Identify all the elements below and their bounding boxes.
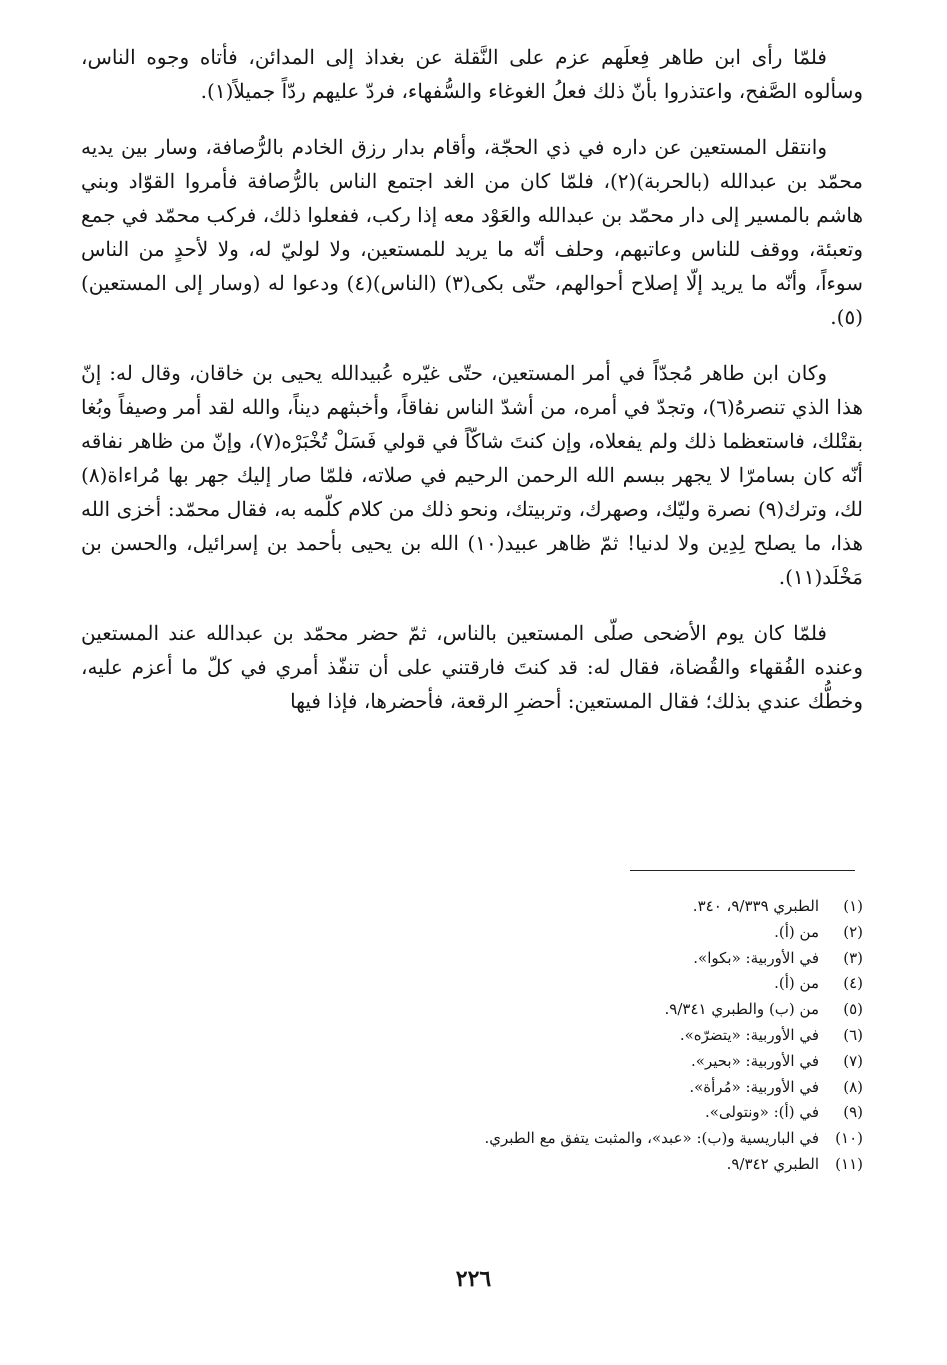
footnote-text: الطبري ٩/٣٣٩، ٣٤٠. [692,897,819,915]
footnote-number: (٢) [843,922,863,941]
footnote-number: (٦) [843,1025,863,1044]
footnote-number: (٤) [843,974,863,993]
footnote-number: (١١) [835,1154,863,1173]
footnote [163,1049,863,1075]
footnote-text: في الأوربية: «بكوا». [693,948,819,967]
footnote-text: من (أ). [774,974,819,993]
paragraph: وكان ابن طاهر مُجدّاً في أمر المستعين، حتّى غيّره عُبيدالله يحيى بن خاقان، وقال له: إنّ هذا الذي تنصرهُ(٦)، وتجدّ في أمره، من أشدّ الناس نفاقاً، وأخبثهم ديناً، والله لقد أمر وصيفاً وبُغا بقتْلك، فاستعظما ذلك ولم يفعلاه، وإن كنتَ شاكّاً في قولي فَسَلْ تُخْبَرْه(٧)، وإنّ من ظاهر نفاقه أنّه كان بسامرّا لا يجهر ببسم الله الرحمن الرحيم في صلاته، فلمّا صار إليك جهر بها مُراءاة(٨) لك، وترك(٩) نصرة وليّك، وصهرك، وتربيتك، ونحو ذلك من كلام كلّمه به، فقال محمّد: أخزى الله هذا، ما يصلح لِدِين ولا لدنيا! ثمّ ظاهر عبيد(١٠) الله بن يحيى بأحمد بن إسرائيل، والحسن بن مَخْلَد(١١). [81,361,864,589]
footnote-text: في الأوربية: «يتضرّه». [679,1025,819,1044]
footnotes [163,894,863,1178]
paragraph: فلمّا كان يوم الأضحى صلّى المستعين بالناس، ثمّ حضر محمّد بن عبدالله عند المستعين وعنده الفُقهاء والقُضاة، فقال له: قد كنتَ فارقتني على أن تنفّذ أمري في كلّ ما أعزم عليه، وخطُّك عندي بذلك؛ فقال المستعين: أحضرِ الرقعة، فأحضرها، فإذا فيها [81,621,863,713]
footnote [163,1152,863,1178]
main-text [81,40,863,740]
footnote [163,946,863,972]
footnote-text: من (أ). [774,922,819,941]
footnote [163,997,863,1023]
footnote-text: الطبري ٩/٣٤٢. [726,1154,819,1173]
footnote-number: (٨) [843,1077,863,1096]
footnote-text: في الأوربية: «بحير». [691,1051,819,1070]
page-number: ٢٢٦ [455,1266,492,1292]
footnote-number: (١) [843,897,863,915]
footnote-text: في الباريسية و(ب): «عبد»، والمثبت يتفق مع الطبري. [484,1129,819,1148]
footnote-number: (٥) [843,1000,863,1019]
footnote [163,1075,863,1101]
footnote [163,1126,863,1152]
footnote-text: في (أ): «ونتولى». [704,1103,819,1122]
footnote-text: من (ب) والطبري ٩/٣٤١. [664,1000,819,1019]
footnote [163,1023,863,1049]
footnote [163,894,863,920]
footnote-number: (٧) [843,1051,863,1070]
footnote-number: (٩) [843,1103,863,1122]
footnote-number: (١٠) [835,1129,863,1148]
footnote-text: في الأوربية: «مُرأة». [689,1077,819,1096]
footnote [163,920,863,946]
paragraph: وانتقل المستعين عن داره في ذي الحجّة، وأقام بدار رزق الخادم بالرُّصافة، وسار بين يديه محمّد بن عبدالله (بالحربة)(٢)، فلمّا كان من الغد اجتمع الناس بالرُّصافة فأمروا القوّاد وبني هاشم بالمسير إلى دار محمّد بن عبدالله والعَوْد معه إذا ركب، ففعلوا ذلك، فركب محمّد في جمع وتعبئة، ووقف للناس وعاتبهم، وحلف أنّه ما يريد للمستعين، ولا لوليّ له، ولا لأحدٍ من الناس سوءاً، وأنّه ما يريد إلّا إصلاح أحوالهم، حتّى بكى(٣) (الناس)(٤) ودعوا له (وسار إلى المستعين)(٥). [81,135,863,329]
footnote [163,1100,863,1126]
footnote-number: (٣) [843,948,863,967]
paragraph: فلمّا رأى ابن طاهر فِعلَهم عزم على النَّقلة عن بغداذ إلى المدائن، فأتاه وجوه الناس، وسألوه الصَّفح، واعتذروا بأنّ ذلك فعلُ الغوغاء والسُّفهاء، فردّ عليهم ردّاً جميلاً(١). [81,45,863,103]
footnote [163,971,863,997]
footnote-divider [630,870,855,871]
